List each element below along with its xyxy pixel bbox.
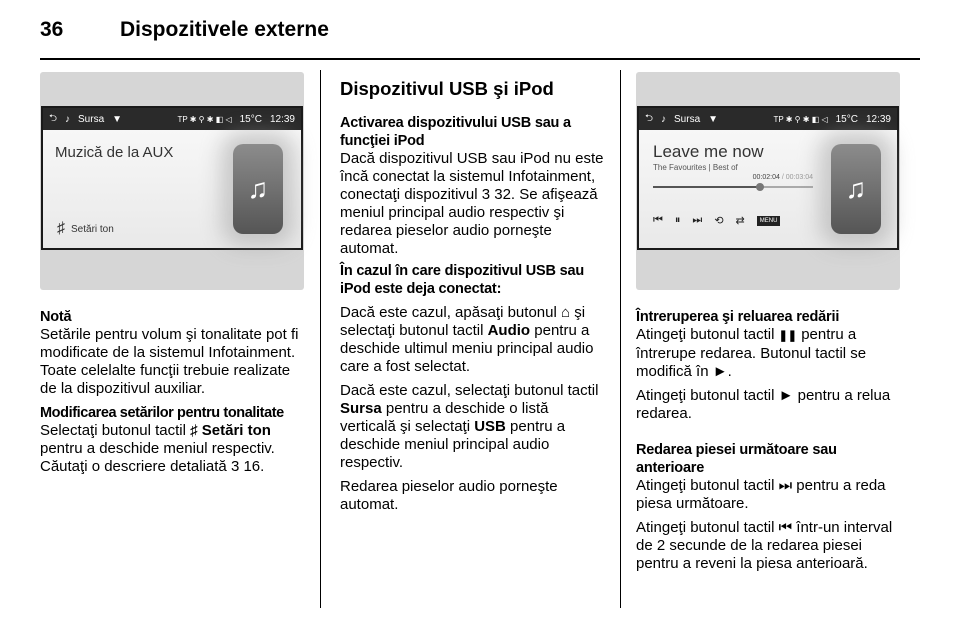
music-card-icon — [233, 144, 283, 234]
activation-paragraph: Dacă dispozitivul USB sau iPod nu este încă conectat la sistemul Infotainment, conectaţi dispozitivul 3 32. Se afişează meniul principal audio respectiv şi redarea pieselor audio porneşte automat. — [340, 150, 604, 257]
temperature: 15°C — [239, 113, 262, 125]
text-run: pentru a deschide o listă verticală şi selectaţi — [340, 400, 549, 435]
previous-track-icon: ⏮ — [653, 214, 663, 226]
usb-screen-figure — [636, 72, 900, 290]
previous-track-icon: ⏮ — [778, 519, 793, 536]
next-track-icon: ⏭ — [778, 477, 793, 494]
progress-knob — [756, 183, 764, 191]
dropdown-arrow-icon: ▼ — [708, 113, 719, 125]
text-run: pentru a deschide meniul respectiv. Căutaţi o descriere detaliată — [40, 440, 275, 475]
tone-subtitle: Modificarea setărilor pentru tonalitate — [40, 405, 284, 421]
activation-subtitle: Activarea dispozitivului USB sau a funcţiei iPod — [340, 115, 571, 149]
column-divider-right — [620, 70, 621, 608]
source-label: Sursa — [78, 113, 105, 125]
aux-screen-body — [43, 130, 301, 248]
note-text: Setările pentru volum şi tonalitate pot fi modificate de la sistemul Infotainment. Toate celelalte funcţii trebuie realizate de la dispozitivul auxiliar. — [40, 326, 299, 397]
pause-subtitle: Întreruperea şi reluarea redării — [636, 309, 840, 325]
tone-settings-label: Setări ton — [71, 223, 114, 235]
text-run: Atingeţi butonul tactil — [636, 326, 779, 343]
pause-icon: ⏸ — [674, 214, 681, 226]
home-icon: ⌂ — [560, 304, 571, 321]
text-run: pentru a întrerupe redarea. Butonul tactil se modifică în — [636, 326, 867, 380]
aux-screen-figure — [40, 72, 304, 290]
song-title: Leave me now — [653, 142, 764, 161]
aux-screen — [41, 106, 303, 250]
music-card-icon — [831, 144, 881, 234]
tone-settings-button — [57, 220, 114, 238]
aux-title: Muzică de la AUX — [55, 144, 174, 161]
text-run: într-un interval de 2 secunde de la redarea piesei pentru a reveni la piesa anterioară. — [636, 519, 893, 572]
middle-column — [340, 72, 608, 514]
clock: 12:39 — [865, 113, 891, 125]
autoplay-paragraph: Redarea pieselor audio porneşte automat. — [340, 478, 558, 513]
status-bar — [639, 108, 897, 130]
total-time: / 00:03:04 — [781, 174, 813, 181]
text-run: pentru a deschide meniul principal audio respectiv. — [340, 418, 566, 471]
audio-paragraph — [340, 304, 608, 376]
tone-paragraph — [40, 422, 304, 476]
next-track-icon: ⏭ — [692, 214, 703, 226]
progress-fill — [653, 186, 760, 188]
note-block — [40, 308, 304, 398]
tone-icon: ♯ — [190, 422, 198, 439]
tone-settings-icon: ♯ — [57, 220, 65, 237]
page-reference: 3 16. — [230, 458, 265, 475]
text-run: Atingeţi butonul tactil — [636, 519, 779, 536]
page-number: 36 — [40, 18, 64, 41]
text-run-bold: Setări ton — [201, 422, 271, 439]
text-run: Dacă este cazul, selectaţi butonul tactil — [340, 382, 599, 399]
status-bar — [43, 108, 301, 130]
text-run: Atingeţi butonul tactil — [636, 477, 779, 494]
source-paragraph — [340, 382, 608, 472]
note-title: Notă — [40, 309, 72, 325]
left-column — [40, 72, 304, 476]
section-heading: Dispozitivul USB şi iPod — [340, 78, 554, 99]
text-run: pentru a relua redarea. — [636, 387, 891, 422]
resume-paragraph — [636, 387, 900, 423]
pause-icon: ❚❚ — [778, 330, 798, 342]
connected-subtitle: În cazul în care dispozitivul USB sau iPod este deja conectat: — [340, 263, 584, 297]
dropdown-arrow-icon: ▼ — [112, 113, 123, 125]
status-icons: TP ✱ ⚲ ✱ ◧ ◁ — [177, 114, 232, 124]
text-run: Dacă este cazul, apăsaţi butonul — [340, 304, 561, 321]
previous-paragraph — [636, 519, 900, 573]
text-run-bold: Audio — [487, 322, 531, 339]
song-album: The Favourites | Best of — [653, 163, 738, 172]
pause-paragraph — [636, 326, 900, 381]
text-run-bold: USB — [474, 418, 506, 435]
page-header — [40, 12, 920, 48]
menu-button: MENU — [757, 216, 781, 226]
back-icon: ⮌ — [645, 112, 654, 124]
elapsed-time: 00:02:04 — [752, 174, 780, 181]
music-note-icon: ♪ — [661, 113, 667, 125]
chapter-title: Dispozitivele externe — [120, 18, 329, 41]
progress-bar — [653, 174, 813, 188]
text-run: Selectaţi butonul tactil — [40, 422, 191, 439]
right-column — [636, 72, 900, 573]
play-icon: ► — [712, 363, 728, 380]
temperature: 15°C — [835, 113, 858, 125]
music-glyph: ♫ — [845, 173, 867, 204]
back-icon: ⮌ — [49, 112, 58, 124]
play-icon: ► — [778, 387, 794, 404]
text-run: pentru a deschide ultimul meniu principal audio care a fost selectat. — [340, 322, 594, 375]
text-run: pentru a reda piesa următoare. — [636, 477, 886, 512]
text-run: . — [727, 363, 732, 380]
music-glyph: ♫ — [247, 173, 269, 204]
progress-track — [653, 186, 813, 188]
text-run-bold: Sursa — [340, 400, 382, 417]
usb-screen — [637, 106, 899, 250]
column-divider-left — [320, 70, 321, 608]
source-label: Sursa — [674, 113, 701, 125]
repeat-icon: ⟲ — [714, 215, 724, 227]
music-note-icon: ♪ — [65, 113, 71, 125]
shuffle-icon: ⇄ — [735, 215, 745, 227]
text-run: Atingeţi butonul tactil — [636, 387, 779, 404]
status-icons: TP ✱ ⚲ ✱ ◧ ◁ — [773, 114, 828, 124]
clock: 12:39 — [269, 113, 295, 125]
text-run: şi selectaţi butonul tactil — [340, 304, 586, 339]
playback-controls — [653, 214, 780, 227]
usb-screen-body — [639, 130, 897, 248]
next-paragraph — [636, 477, 900, 513]
next-prev-subtitle: Redarea piesei următoare sau anterioare — [636, 442, 837, 476]
header-rule — [40, 58, 920, 60]
time-readout — [753, 174, 813, 181]
